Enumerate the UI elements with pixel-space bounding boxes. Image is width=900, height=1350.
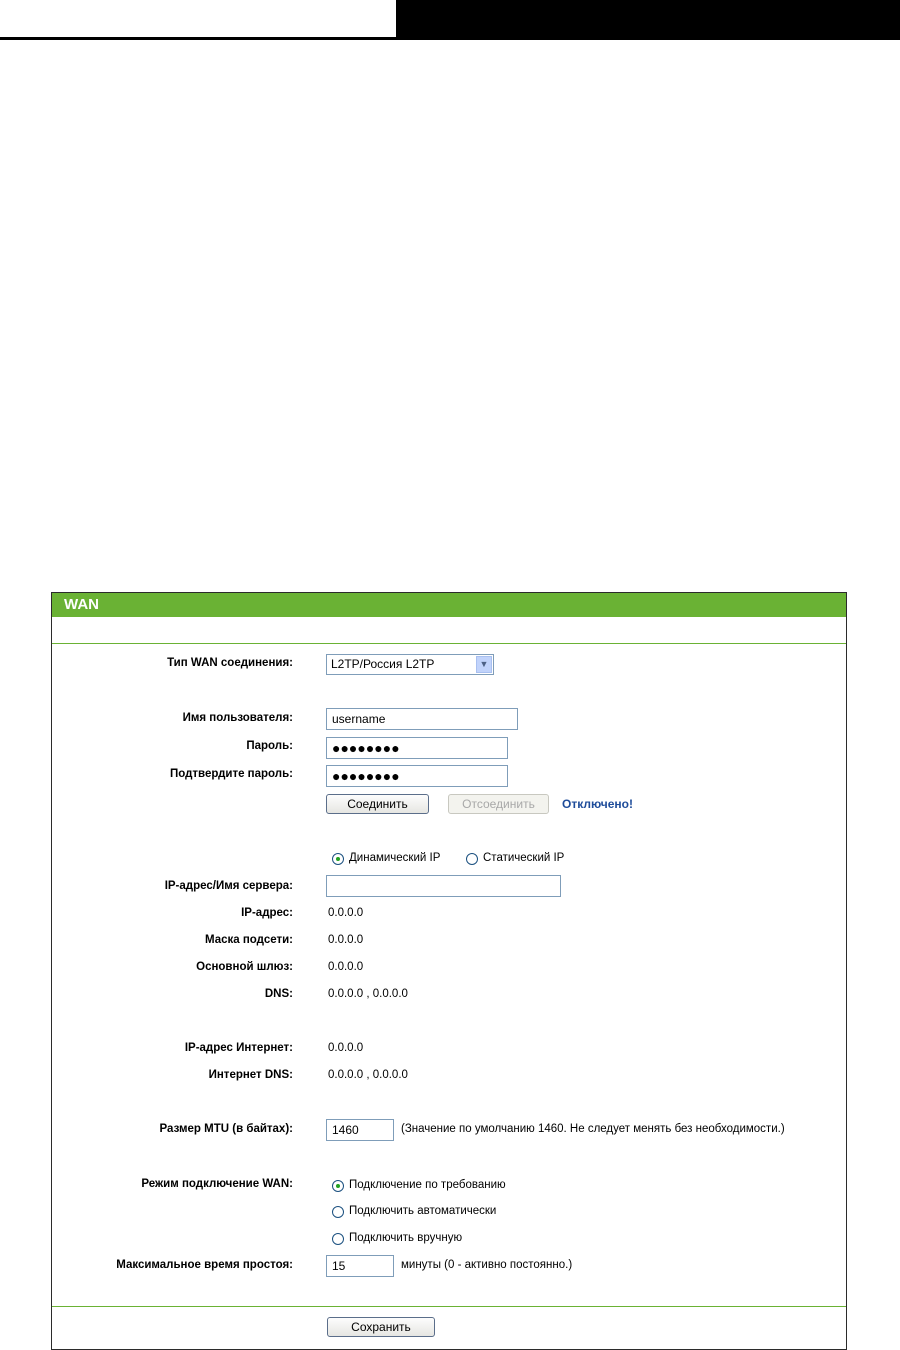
internet-ip-label: IP-адрес Интернет:: [184, 1042, 293, 1054]
idle-time-input[interactable]: 15: [326, 1255, 394, 1277]
on-demand-label[interactable]: Подключение по требованию: [349, 1179, 506, 1191]
save-button[interactable]: Сохранить: [327, 1317, 435, 1337]
wan-type-label: Тип WAN соединения:: [167, 657, 293, 669]
ip-address-label: IP-адрес:: [241, 907, 293, 919]
top-divider: [52, 643, 846, 644]
disconnect-button[interactable]: Отсоединить: [448, 794, 549, 814]
bottom-divider: [52, 1306, 846, 1307]
idle-time-note: минуты (0 - активно постоянно.): [401, 1259, 573, 1271]
wan-type-value: L2TP/Россия L2TP: [331, 657, 435, 671]
dns-label: DNS:: [264, 988, 293, 1000]
mtu-input[interactable]: 1460: [326, 1119, 394, 1141]
manual-connect-label[interactable]: Подключить вручную: [349, 1232, 463, 1244]
idle-time-label: Максимальное время простоя:: [116, 1259, 293, 1271]
dns-value: 0.0.0.0 , 0.0.0.0: [328, 988, 408, 1000]
connection-mode-label: Режим подключение WAN:: [141, 1178, 293, 1190]
subnet-mask-value: 0.0.0.0: [328, 934, 364, 946]
dynamic-ip-label[interactable]: Динамический IP: [349, 852, 441, 864]
gateway-value: 0.0.0.0: [328, 961, 364, 973]
ip-address-value: 0.0.0.0: [328, 907, 364, 919]
connect-button[interactable]: Соединить: [326, 794, 429, 814]
auto-connect-label[interactable]: Подключить автоматически: [349, 1205, 497, 1217]
auto-connect-radio[interactable]: [332, 1206, 344, 1218]
static-ip-radio[interactable]: [466, 853, 478, 865]
server-input[interactable]: [326, 875, 561, 897]
header-rule: [0, 37, 396, 40]
password-input[interactable]: ●●●●●●●●: [326, 737, 508, 759]
wan-panel: [51, 592, 847, 1350]
internet-ip-value: 0.0.0.0: [328, 1042, 364, 1054]
confirm-password-input[interactable]: ●●●●●●●●: [326, 765, 508, 787]
internet-dns-value: 0.0.0.0 , 0.0.0.0: [328, 1069, 408, 1081]
username-label: Имя пользователя:: [182, 712, 293, 724]
username-input[interactable]: username: [326, 708, 518, 730]
subnet-mask-label: Маска подсети:: [205, 934, 293, 946]
gateway-label: Основной шлюз:: [196, 961, 293, 973]
on-demand-radio[interactable]: [332, 1180, 344, 1192]
password-label: Пароль:: [246, 740, 293, 752]
confirm-password-label: Подтвердите пароль:: [169, 768, 293, 780]
dynamic-ip-radio[interactable]: [332, 853, 344, 865]
internet-dns-label: Интернет DNS:: [208, 1069, 293, 1081]
connection-status: Отключено!: [562, 797, 633, 811]
panel-title: WAN: [52, 593, 846, 617]
manual-connect-radio[interactable]: [332, 1233, 344, 1245]
server-label: IP-адрес/Имя сервера:: [164, 880, 293, 892]
mtu-note: (Значение по умолчанию 1460. Не следует менять без необходимости.): [401, 1123, 785, 1135]
mtu-label: Размер MTU (в байтах):: [159, 1123, 293, 1135]
wan-type-select[interactable]: [326, 654, 494, 675]
chevron-down-icon[interactable]: ▼: [476, 656, 492, 673]
header-bar: [396, 0, 900, 40]
static-ip-label[interactable]: Статический IP: [483, 852, 565, 864]
